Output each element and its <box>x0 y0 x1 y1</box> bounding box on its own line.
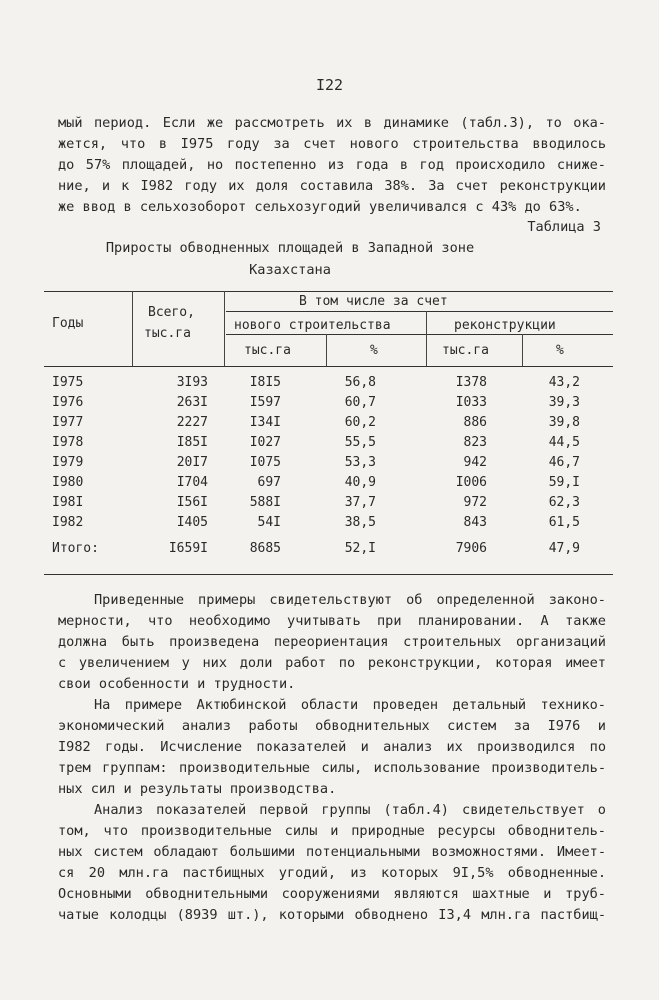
cell-rec-tha: 7906 <box>455 541 487 556</box>
header-new-pct: % <box>370 343 378 358</box>
cell-new-tha: 588I <box>249 495 281 510</box>
text-line: с увеличением у них доли работ по реконструкции, которая имеет <box>58 655 606 671</box>
cell-new-pct: 38,5 <box>344 515 376 530</box>
cell-new-tha: 8685 <box>249 541 281 556</box>
table-bottom-rule <box>44 574 613 575</box>
cell-rec-pct: 59,I <box>548 475 580 490</box>
text-line: I982 годы. Исчисление показателей и анализ их производился по <box>58 739 606 755</box>
cell-new-pct: 37,7 <box>344 495 376 510</box>
cell-rec-pct: 61,5 <box>548 515 580 530</box>
table-title-line: Приросты обводненных площадей в Западной зоне <box>105 240 475 256</box>
cell-new-tha: I597 <box>249 395 281 410</box>
cell-year: I977 <box>52 415 84 430</box>
table-divider <box>522 334 523 366</box>
cell-new-tha: 697 <box>257 475 281 490</box>
page-number: I22 <box>315 76 344 94</box>
paragraph-1 <box>58 113 606 218</box>
cell-new-pct: 53,3 <box>344 455 376 470</box>
text-line: чатые колодцы (8939 шт.), которыми обводнено I3,4 млн.га пастбищ- <box>58 907 606 923</box>
cell-new-pct: 56,8 <box>344 375 376 390</box>
header-new-tha: тыс.га <box>244 343 291 358</box>
table-row <box>44 375 613 395</box>
table-row <box>44 515 613 535</box>
cell-total: I56I <box>176 495 208 510</box>
cell-rec-tha: I378 <box>455 375 487 390</box>
paragraph-2 <box>58 590 606 926</box>
cell-total: 2227 <box>176 415 208 430</box>
text-line: ных сил и результаты производства. <box>58 781 337 797</box>
header-including: В том числе за счет <box>299 294 448 309</box>
text-line: Анализ показателей первой группы (табл.4) свидетельствует о <box>94 802 606 818</box>
text-line: экономический анализ работы обводнительных систем за I976 и <box>58 718 606 734</box>
text-line: до 57% площадей, но постепенно из года в год происходило сниже- <box>58 157 606 173</box>
cell-new-tha: I8I5 <box>249 375 281 390</box>
text-line: том, что производительные силы и природные ресурсы обводнитель- <box>58 823 606 839</box>
cell-total: I659I <box>168 541 208 556</box>
cell-total: I85I <box>176 435 208 450</box>
cell-rec-tha: I006 <box>455 475 487 490</box>
header-rec-tha: тыс.га <box>442 343 489 358</box>
text-line: Основными обводнительными сооружениями являются шахтные и труб- <box>58 886 606 902</box>
text-line: ных систем обладают большими потенциальными возможностями. Имеет- <box>58 844 606 860</box>
table-divider <box>224 291 225 366</box>
table-total-row <box>44 541 613 561</box>
table-row <box>44 395 613 415</box>
text-line: Приведенные примеры свидетельствуют об определенной законо- <box>94 592 606 608</box>
cell-total: I704 <box>176 475 208 490</box>
data-table <box>44 291 613 576</box>
text-line: ние, и к I982 году их доля составила 38%. За счет реконструкции <box>58 178 606 194</box>
cell-year: I978 <box>52 435 84 450</box>
cell-rec-pct: 47,9 <box>548 541 580 556</box>
cell-new-pct: 60,7 <box>344 395 376 410</box>
table-divider <box>326 334 327 366</box>
table-unit-rule <box>226 334 613 335</box>
cell-total: 20I7 <box>176 455 208 470</box>
cell-new-tha: 54I <box>257 515 281 530</box>
cell-new-tha: I34I <box>249 415 281 430</box>
table-label: Таблица 3 <box>527 219 601 235</box>
table-row <box>44 455 613 475</box>
cell-total: 3I93 <box>176 375 208 390</box>
cell-year: I980 <box>52 475 84 490</box>
cell-rec-pct: 43,2 <box>548 375 580 390</box>
text-line: На примере Актюбинской области проведен детальный технико- <box>94 697 606 713</box>
cell-rec-tha: 886 <box>463 415 487 430</box>
cell-new-tha: I075 <box>249 455 281 470</box>
table-divider <box>132 291 133 366</box>
cell-new-pct: 60,2 <box>344 415 376 430</box>
cell-total: I405 <box>176 515 208 530</box>
cell-new-pct: 55,5 <box>344 435 376 450</box>
table-row <box>44 495 613 515</box>
cell-year: I979 <box>52 455 84 470</box>
cell-year: I982 <box>52 515 84 530</box>
table-row <box>44 475 613 495</box>
text-line: же ввод в сельхозоборот сельхозугодий увеличивался с 43% до 63%. <box>58 199 582 215</box>
table-subheader-rule <box>226 311 613 312</box>
header-years: Годы <box>52 316 84 331</box>
header-new-construction: нового строительства <box>234 318 391 333</box>
cell-new-tha: I027 <box>249 435 281 450</box>
table-row <box>44 435 613 455</box>
cell-rec-pct: 62,3 <box>548 495 580 510</box>
cell-rec-tha: 942 <box>463 455 487 470</box>
cell-total: 263I <box>176 395 208 410</box>
table-top-rule <box>44 291 613 292</box>
cell-year: Итого: <box>52 541 99 556</box>
table-divider <box>426 311 427 366</box>
cell-new-pct: 52,I <box>344 541 376 556</box>
cell-rec-pct: 44,5 <box>548 435 580 450</box>
text-line: жется, что в I975 году за счет нового строительства вводилось <box>58 136 606 152</box>
text-line: трем группам: производительные силы, использование производитель- <box>58 760 606 776</box>
cell-rec-tha: 823 <box>463 435 487 450</box>
header-total-line1: Всего, <box>148 305 195 320</box>
header-reconstruction: реконструкции <box>454 318 556 333</box>
cell-year: I98I <box>52 495 84 510</box>
cell-year: I975 <box>52 375 84 390</box>
header-rec-pct: % <box>556 343 564 358</box>
cell-rec-pct: 39,3 <box>548 395 580 410</box>
cell-rec-tha: 972 <box>463 495 487 510</box>
text-line: мерности, что необходимо учитывать при планировании. А также <box>58 613 606 629</box>
cell-rec-pct: 46,7 <box>548 455 580 470</box>
text-line: свои особенности и трудности. <box>58 676 296 692</box>
cell-year: I976 <box>52 395 84 410</box>
text-line: мый период. Если же рассмотреть их в динамике (табл.3), то ока- <box>58 115 606 131</box>
table-title <box>60 237 520 281</box>
table-row <box>44 415 613 435</box>
cell-rec-tha: I033 <box>455 395 487 410</box>
header-total-line2: тыс.га <box>144 326 191 341</box>
cell-new-pct: 40,9 <box>344 475 376 490</box>
table-title-line: Казахстана <box>249 262 331 278</box>
cell-rec-pct: 39,8 <box>548 415 580 430</box>
text-line: должна быть произведена переориентация строительных организаций <box>58 634 606 650</box>
table-header-bottom-rule <box>44 366 613 367</box>
cell-rec-tha: 843 <box>463 515 487 530</box>
text-line: ся 20 млн.га пастбищных угодий, из которых 9I,5% обводненные. <box>58 865 606 881</box>
